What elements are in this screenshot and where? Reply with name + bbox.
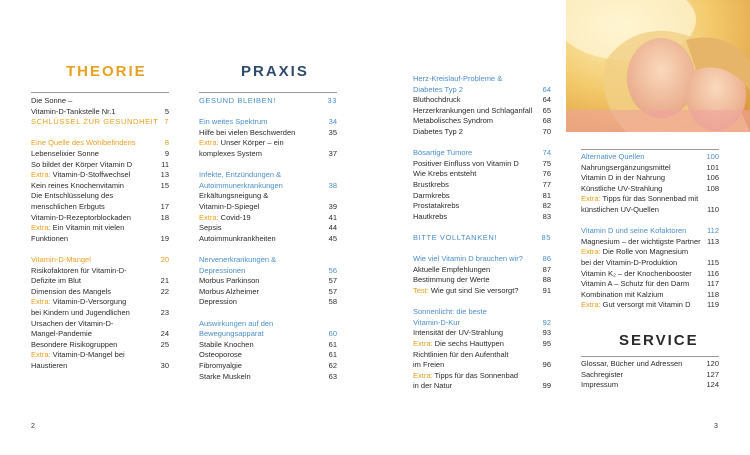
toc-entry bbox=[581, 380, 719, 391]
toc-entry-page: 88 bbox=[542, 275, 551, 285]
heading-praxis: PRAXIS bbox=[241, 63, 309, 80]
toc-entry bbox=[413, 169, 551, 180]
toc-entry-text: Tipps für das Sonnenbad bbox=[432, 370, 519, 380]
toc-entry-title: Lebenselixier Sonne bbox=[31, 149, 99, 158]
heading-service: SERVICE bbox=[619, 332, 699, 349]
toc-entry bbox=[31, 160, 169, 171]
toc-entry-title: Magnesium – der wichtigste Partner bbox=[581, 236, 701, 246]
page-number-right: 3 bbox=[714, 423, 718, 430]
toc-entry-title: Depressionen bbox=[199, 265, 246, 275]
toc-entry-page: 11 bbox=[161, 159, 169, 169]
toc-entry-title: Stabile Knochen bbox=[199, 339, 254, 349]
toc-entry bbox=[413, 148, 551, 159]
toc-entry-page: 57 bbox=[328, 286, 337, 296]
toc-entry-page: 18 bbox=[160, 212, 169, 222]
toc-entry bbox=[31, 213, 169, 224]
toc-entry bbox=[413, 254, 551, 265]
toc-entry-page: 112 bbox=[707, 226, 719, 236]
toc-entry-title bbox=[413, 286, 518, 297]
toc-entry bbox=[413, 201, 551, 212]
toc-entry-text: Vitamin-D-Mangel bei bbox=[50, 350, 125, 360]
toc-entry-page: 61 bbox=[328, 350, 337, 360]
toc-entry-page: 35 bbox=[328, 127, 337, 137]
toc-entry bbox=[581, 258, 719, 269]
toc-entry bbox=[581, 370, 719, 381]
toc-entry-page: 108 bbox=[706, 183, 719, 193]
toc-entry bbox=[581, 269, 719, 280]
toc-entry-title bbox=[199, 213, 251, 224]
toc-entry bbox=[413, 127, 551, 138]
toc-entry-extra-label: Extra: bbox=[581, 247, 601, 257]
toc-entry-title bbox=[581, 194, 698, 205]
toc-entry bbox=[31, 107, 169, 118]
page-number-left: 2 bbox=[31, 423, 35, 430]
toc-entry-page: 95 bbox=[542, 339, 551, 348]
toc-entry-title: So bildet der Körper Vitamin D bbox=[31, 159, 133, 169]
toc-entry-title: Bluthochdruck bbox=[413, 95, 461, 105]
toc-entry-title: GESUND BLEIBEN! bbox=[199, 96, 276, 105]
toc-entry-page: 63 bbox=[328, 371, 337, 381]
toc-entry-title: Darmkrebs bbox=[413, 190, 450, 200]
toc-entry-page: 119 bbox=[707, 300, 719, 310]
toc-entry bbox=[199, 202, 337, 213]
toc-entry-page: 64 bbox=[542, 84, 551, 94]
toc-entry bbox=[581, 226, 719, 237]
toc-entry-title: Künstliche UV-Strahlung bbox=[581, 183, 663, 193]
toc-entry-page: 127 bbox=[706, 369, 719, 379]
toc-entry-page: 87 bbox=[542, 264, 551, 274]
toc-entry bbox=[31, 319, 169, 330]
toc-entry-title: Bestimmung der Werte bbox=[413, 275, 490, 285]
toc-entry-title: Autoimmunkrankheiten bbox=[199, 233, 276, 243]
toc-entry-title: Sachregister bbox=[581, 369, 624, 379]
toc-entry-title: Kombination mit Kalzium bbox=[581, 289, 664, 299]
toc-entry bbox=[199, 181, 337, 192]
toc-entry-page: 76 bbox=[542, 169, 551, 179]
toc-entry-title: Mangel-Pandemie bbox=[31, 329, 92, 339]
toc-entry-title: Positiver Einfluss von Vitamin D bbox=[413, 158, 519, 168]
toc-entry bbox=[199, 287, 337, 298]
toc-entry-page: 13 bbox=[160, 170, 169, 180]
toc-entry bbox=[31, 255, 169, 266]
toc-entry bbox=[31, 234, 169, 245]
toc-entry-title: Morbus Alzheimer bbox=[199, 286, 260, 296]
toc-entry-page: 58 bbox=[328, 297, 337, 307]
toc-entry-page: 115 bbox=[707, 258, 719, 267]
toc-entry-title: Haustieren bbox=[31, 361, 68, 370]
toc-entry-page: 93 bbox=[542, 328, 551, 338]
toc-entry-title: Intensität der UV-Strahlung bbox=[413, 328, 504, 338]
toc-entry-page: 118 bbox=[707, 289, 719, 299]
toc-entry bbox=[413, 265, 551, 276]
toc-entry bbox=[581, 359, 719, 370]
toc-entry-title: Brustkrebs bbox=[413, 180, 449, 189]
toc-entry-title: Bewegungsapparat bbox=[199, 329, 264, 339]
toc-entry bbox=[31, 138, 169, 149]
toc-entry-extra-label: Extra: bbox=[581, 194, 601, 204]
toc-entry-title: Fibromyalgie bbox=[199, 361, 242, 370]
toc-entry-text: Unser Körper – ein bbox=[218, 138, 284, 148]
toc-entry-title: Starke Muskeln bbox=[199, 371, 251, 381]
toc-entry-page: 5 bbox=[164, 106, 169, 116]
toc-entry bbox=[581, 163, 719, 174]
toc-entry-title: Erkältungsneigung & bbox=[199, 191, 269, 201]
toc-entry-page: 120 bbox=[706, 359, 719, 368]
toc-entry bbox=[31, 223, 169, 234]
toc-entry bbox=[413, 106, 551, 117]
toc-entry-extra-label: Extra: bbox=[31, 297, 51, 307]
toc-entry bbox=[199, 297, 337, 308]
toc-entry bbox=[581, 173, 719, 184]
toc-entry bbox=[413, 74, 551, 85]
toc-entry bbox=[413, 307, 551, 318]
toc-entry-title bbox=[413, 371, 518, 382]
toc-entry-title: Infekte, Entzündungen & bbox=[199, 170, 282, 180]
toc-entry bbox=[199, 213, 337, 224]
toc-entry bbox=[31, 350, 169, 361]
toc-entry-page: 101 bbox=[706, 162, 719, 172]
toc-entry-text: Die Rolle von Magnesium bbox=[600, 247, 689, 257]
rule-col1 bbox=[31, 92, 169, 93]
toc-entry-title: Besondere Risikogruppen bbox=[31, 339, 118, 349]
toc-entry-page: 20 bbox=[160, 255, 169, 264]
toc-entry-page: 37 bbox=[328, 149, 337, 158]
photo-image bbox=[566, 0, 750, 132]
toc-entry bbox=[413, 222, 551, 233]
toc-entry-title: Nervenerkrankungen & bbox=[199, 255, 277, 264]
toc-entry-title: Aktuelle Empfehlungen bbox=[413, 264, 491, 274]
toc-entry bbox=[413, 286, 551, 297]
toc-entry bbox=[199, 234, 337, 245]
toc-entry-title: Defizite im Blut bbox=[31, 276, 82, 286]
toc-entry-page: 15 bbox=[160, 180, 169, 190]
toc-entry-text: Vitamin-D-Versorgung bbox=[50, 297, 127, 307]
toc-entry-page: 22 bbox=[160, 286, 169, 296]
toc-entry-text: Covid-19 bbox=[218, 212, 251, 222]
toc-entry bbox=[581, 279, 719, 290]
toc-entry-title: Vitamin D und seine Kofaktoren bbox=[581, 226, 687, 236]
toc-entry-page: 106 bbox=[706, 173, 719, 183]
toc-entry-page: 74 bbox=[542, 148, 551, 158]
toc-entry-title: Herzerkrankungen und Schlaganfall bbox=[413, 105, 533, 115]
toc-entry bbox=[199, 340, 337, 351]
toc-entry bbox=[199, 329, 337, 340]
toc-entry-extra-label: Extra: bbox=[31, 170, 51, 180]
toc-entry bbox=[31, 266, 169, 277]
toc-entry-page: 64 bbox=[542, 95, 551, 105]
toc-entry-title: Depression bbox=[199, 297, 237, 307]
toc-entry-title bbox=[31, 350, 125, 361]
toc-entry bbox=[31, 276, 169, 287]
toc-entry-extra-label: Test: bbox=[413, 286, 429, 295]
toc-entry-title: Kein reines Knochenvitamin bbox=[31, 180, 124, 190]
toc-entry-title: Autoimmunerkrankungen bbox=[199, 180, 283, 190]
toc-entry bbox=[413, 85, 551, 96]
heading-theorie: THEORIE bbox=[66, 63, 147, 80]
toc-entry-title: Wie Krebs entsteht bbox=[413, 169, 477, 179]
toc-entry bbox=[413, 180, 551, 191]
toc-entry bbox=[199, 138, 337, 149]
toc-entry bbox=[31, 117, 169, 128]
toc-entry-page: 99 bbox=[542, 381, 551, 391]
toc-entry-page: 82 bbox=[542, 201, 551, 211]
toc-entry-extra-label: Extra: bbox=[199, 212, 219, 222]
toc-entry-page: 34 bbox=[328, 117, 337, 127]
toc-entry-title: Wie viel Vitamin D brauchen wir? bbox=[413, 254, 523, 264]
toc-entry-title: menschlichen Erbguts bbox=[31, 202, 105, 211]
toc-entry-page: 117 bbox=[707, 279, 719, 289]
toc-entry-page: 17 bbox=[160, 202, 169, 211]
toc-entry bbox=[199, 308, 337, 319]
photo-mother-child bbox=[566, 0, 750, 132]
toc-entry-title: Sepsis bbox=[199, 223, 222, 233]
toc-entry-page: 61 bbox=[328, 339, 337, 349]
toc-entry-title: Hautkrebs bbox=[413, 211, 448, 221]
toc-entry bbox=[413, 328, 551, 339]
toc-entry-text: Wie gut sind Sie versorgt? bbox=[428, 286, 519, 295]
toc-entry-page: 44 bbox=[328, 223, 337, 233]
toc-entry-title: Nahrungsergänzungsmittel bbox=[581, 162, 671, 172]
toc-entry-title bbox=[31, 170, 130, 181]
toc-entry bbox=[199, 372, 337, 383]
toc-entry-page: 39 bbox=[328, 202, 337, 211]
toc-entry bbox=[581, 184, 719, 195]
toc-entry-page: 100 bbox=[706, 152, 719, 161]
toc-entry-title bbox=[31, 297, 126, 308]
toc-entry bbox=[413, 159, 551, 170]
toc-entry-page: 92 bbox=[542, 317, 551, 327]
toc-entry-title: Morbus Parkinson bbox=[199, 276, 260, 286]
toc-entry-title: Funktionen bbox=[31, 233, 69, 243]
toc-entry bbox=[199, 266, 337, 277]
toc-entry-page: 75 bbox=[542, 158, 551, 168]
toc-entry bbox=[581, 237, 719, 248]
toc-entry bbox=[199, 96, 337, 107]
toc-entry-title: SCHLÜSSEL ZUR GESUNDHEIT bbox=[31, 117, 159, 127]
toc-entry bbox=[31, 244, 169, 255]
toc-entry-page: 38 bbox=[328, 180, 337, 190]
toc-entry-title: Vitamin-D-Spiegel bbox=[199, 202, 260, 211]
toc-entry-title bbox=[581, 300, 690, 311]
toc-entry-title: Glossar, Bücher und Adressen bbox=[581, 359, 683, 368]
toc-entry-extra-label: Extra: bbox=[31, 223, 51, 233]
toc-entry bbox=[31, 308, 169, 319]
toc-entry-page: 83 bbox=[542, 211, 551, 221]
toc-entry bbox=[31, 181, 169, 192]
toc-entry bbox=[31, 287, 169, 298]
toc-entry-page: 62 bbox=[328, 361, 337, 370]
toc-entry-page: 65 bbox=[542, 105, 551, 115]
toc-entry bbox=[413, 116, 551, 127]
toc-entry bbox=[413, 297, 551, 308]
toc-entry-extra-label: Extra: bbox=[413, 370, 433, 380]
toc-entry-title: Metabolisches Syndrom bbox=[413, 116, 494, 126]
toc-entry-page: 57 bbox=[328, 276, 337, 286]
toc-entry bbox=[199, 191, 337, 202]
toc-entry-extra-label: Extra: bbox=[413, 339, 433, 348]
toc-entry bbox=[199, 276, 337, 287]
rule-col2 bbox=[199, 92, 337, 93]
toc-entry-title: Die Sonne – bbox=[31, 96, 73, 105]
toc-entry bbox=[31, 329, 169, 340]
toc-entry-page: 45 bbox=[328, 233, 337, 243]
toc-entry bbox=[413, 360, 551, 371]
toc-entry-title: Diabetes Typ 2 bbox=[413, 84, 463, 94]
toc-entry bbox=[413, 371, 551, 382]
toc-entry-title: Diabetes Typ 2 bbox=[413, 127, 463, 136]
toc-entry bbox=[413, 244, 551, 255]
toc-entry-page: 8 bbox=[164, 138, 169, 148]
toc-entry-title: Die Entschlüsselung des bbox=[31, 191, 114, 201]
toc-entry-text: Ein Vitamin mit vielen bbox=[50, 223, 125, 233]
toc-entry-title: Vitamin D in der Nahrung bbox=[581, 173, 666, 183]
toc-entry-title: Prostatakrebs bbox=[413, 201, 460, 211]
toc-entry-page: 113 bbox=[707, 236, 719, 246]
toc-entry-title: bei Kindern und Jugendlichen bbox=[31, 308, 130, 317]
toc-entry bbox=[581, 152, 719, 163]
toc-entry bbox=[199, 244, 337, 255]
toc-entry-page: 70 bbox=[542, 127, 551, 136]
toc-entry bbox=[581, 205, 719, 216]
toc-entry-title: Herz-Kreislauf-Probleme & bbox=[413, 74, 503, 83]
toc-entry-extra-label: Extra: bbox=[581, 300, 601, 310]
toc-entry-page: 21 bbox=[160, 276, 169, 286]
toc-entry-text: Tipps für das Sonnenbad mit bbox=[600, 194, 699, 204]
toc-entry bbox=[413, 138, 551, 149]
toc-entry-title: Osteoporose bbox=[199, 350, 242, 360]
toc-entry-title: Hilfe bei vielen Beschwerden bbox=[199, 127, 296, 137]
toc-entry bbox=[413, 381, 551, 392]
toc-entry-title: in der Natur bbox=[413, 381, 453, 391]
toc-entry-page: 24 bbox=[160, 329, 169, 339]
toc-entry-title: BITTE VOLLTANKEN! bbox=[413, 233, 498, 242]
toc-entry bbox=[413, 233, 551, 244]
toc-entry-title: Sonnenlicht: die beste bbox=[413, 307, 487, 317]
toc-entry-page: 25 bbox=[160, 339, 169, 349]
toc-entry bbox=[31, 191, 169, 202]
toc-entry bbox=[199, 117, 337, 128]
toc-entry bbox=[581, 216, 719, 227]
toc-entry-title: Vitamin-D-Tankstelle Nr.1 bbox=[31, 106, 116, 116]
toc-entry-page: 68 bbox=[542, 116, 551, 126]
toc-entry-page: 23 bbox=[160, 308, 169, 317]
toc-entry bbox=[581, 247, 719, 258]
toc-entry-title: im Freien bbox=[413, 360, 445, 370]
toc-entry-page: 86 bbox=[542, 254, 551, 264]
toc-entry-page: 56 bbox=[328, 265, 337, 275]
toc-entry bbox=[413, 212, 551, 223]
toc-entry-page: 41 bbox=[328, 212, 337, 222]
toc-entry-title: Vitamin A – Schutz für den Darm bbox=[581, 279, 690, 289]
toc-entry-title bbox=[581, 247, 688, 258]
rule-service bbox=[581, 356, 719, 357]
toc-entry-title: Vitamin K₂ – der Knochenbooster bbox=[581, 268, 692, 278]
toc-entry bbox=[199, 350, 337, 361]
toc-entry bbox=[31, 149, 169, 160]
toc-entry-page: 19 bbox=[160, 233, 169, 243]
toc-entry-page: 85 bbox=[541, 233, 551, 242]
toc-entry bbox=[413, 191, 551, 202]
toc-entry bbox=[413, 339, 551, 350]
toc-entry-page: 60 bbox=[328, 329, 337, 339]
toc-entry bbox=[199, 107, 337, 118]
toc-entry-title: Auswirkungen auf den bbox=[199, 318, 274, 328]
toc-entry bbox=[199, 361, 337, 372]
toc-entry-title: Impressum bbox=[581, 380, 619, 390]
toc-entry-title: Vitamin-D-Mangel bbox=[31, 255, 91, 264]
toc-entry-page: 33 bbox=[327, 96, 337, 105]
toc-entry bbox=[199, 223, 337, 234]
toc-entry bbox=[199, 149, 337, 160]
toc-entry bbox=[31, 340, 169, 351]
toc-entry bbox=[31, 96, 169, 107]
toc-entry bbox=[199, 170, 337, 181]
toc-entry bbox=[581, 194, 719, 205]
toc-entry bbox=[199, 255, 337, 266]
toc-entry-extra-label: Extra: bbox=[31, 350, 51, 360]
toc-entry-title bbox=[413, 339, 504, 350]
toc-entry-page: 124 bbox=[706, 380, 719, 390]
toc-entry bbox=[31, 128, 169, 139]
toc-entry bbox=[31, 361, 169, 372]
toc-entry-page: 110 bbox=[707, 205, 719, 214]
toc-entry bbox=[581, 300, 719, 311]
toc-entry-title: künstlichen UV-Quellen bbox=[581, 205, 659, 214]
toc-entry-title: Ursachen der Vitamin-D- bbox=[31, 318, 114, 328]
toc-entry-page: 96 bbox=[542, 360, 551, 370]
toc-entry-title bbox=[199, 138, 284, 149]
toc-entry-page: 9 bbox=[164, 149, 169, 158]
toc-entry-title: Dimension des Mangels bbox=[31, 286, 112, 296]
toc-entry bbox=[199, 128, 337, 139]
toc-entry bbox=[413, 350, 551, 361]
toc-entry-extra-label: Extra: bbox=[199, 138, 219, 148]
toc-entry bbox=[581, 290, 719, 301]
toc-entry bbox=[413, 95, 551, 106]
toc-entry-page: 7 bbox=[164, 117, 169, 127]
toc-entry-text: Die sechs Hauttypen bbox=[432, 339, 504, 348]
toc-entry-title: Ein weites Spektrum bbox=[199, 117, 268, 127]
toc-entry-title: Bösartige Tumore bbox=[413, 148, 473, 158]
toc-entry-title: Vitamin-D-Rezeptorblockaden bbox=[31, 212, 131, 222]
toc-entry-text: Vitamin-D-Stoffwechsel bbox=[50, 170, 131, 180]
toc-entry-page: 81 bbox=[542, 190, 551, 200]
rule-col4 bbox=[581, 149, 719, 150]
toc-entry-text: Gut versorgt mit Vitamin D bbox=[600, 300, 691, 310]
toc-entry-title: Richtlinien für den Aufenthalt bbox=[413, 349, 509, 359]
toc-entry bbox=[199, 319, 337, 330]
toc-entry-title: komplexes System bbox=[199, 149, 262, 158]
toc-entry-title: Risikofaktoren für Vitamin-D- bbox=[31, 265, 127, 275]
toc-entry-title bbox=[31, 223, 124, 234]
toc-entry-page: 116 bbox=[707, 268, 719, 278]
toc-entry-title: Alternative Quellen bbox=[581, 152, 645, 161]
toc-entry-page: 91 bbox=[542, 286, 551, 295]
toc-entry-page: 77 bbox=[542, 180, 551, 189]
toc-entry bbox=[413, 318, 551, 329]
toc-entry bbox=[31, 202, 169, 213]
toc-entry bbox=[413, 275, 551, 286]
toc-entry-page: 30 bbox=[160, 361, 169, 370]
toc-entry-title: bei der Vitamin-D-Produktion bbox=[581, 258, 678, 267]
toc-entry bbox=[199, 160, 337, 171]
toc-entry bbox=[31, 170, 169, 181]
toc-entry bbox=[31, 297, 169, 308]
toc-entry-title: Vitamin-D-Kur bbox=[413, 317, 460, 327]
toc-entry-title: Eine Quelle des Wohlbefindens bbox=[31, 138, 136, 148]
